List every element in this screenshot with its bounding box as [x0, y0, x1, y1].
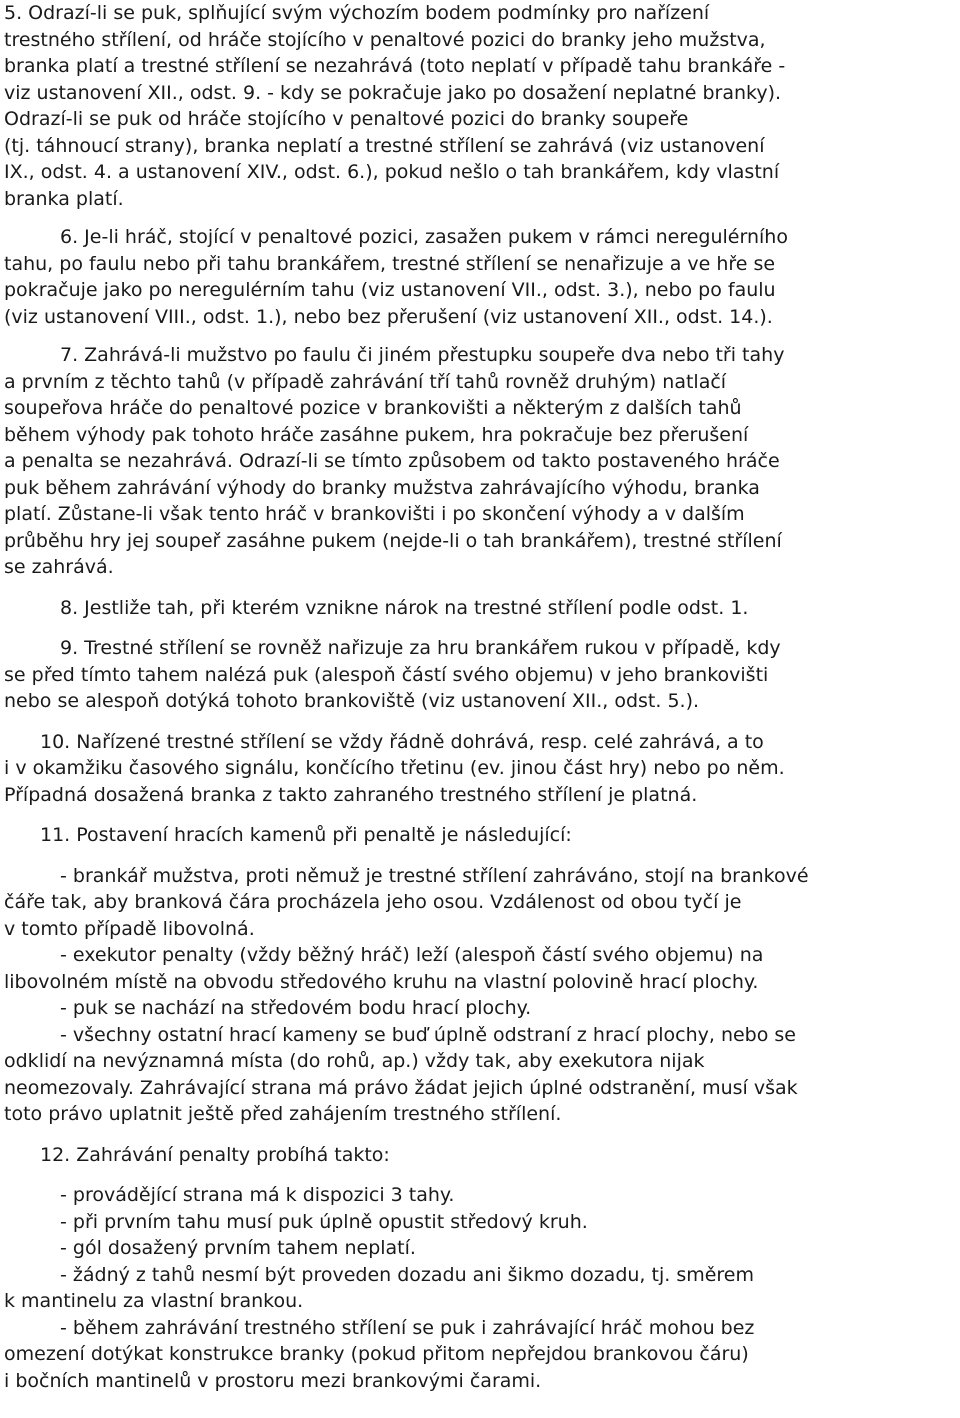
text-line: neomezovaly. Zahrávající strana má právo žádat jejich úplné odstranění, musí však	[4, 1076, 798, 1099]
text-line: branka platí.	[4, 187, 124, 210]
list-item: - provádějící strana má k dispozici 3 tahy.	[60, 1184, 455, 1206]
text-line: (viz ustanovení VIII., odst. 1.), nebo bez přerušení (viz ustanovení XII., odst. 14.).	[4, 305, 773, 328]
text-line: čáře tak, aby branková čára procházela jeho osou. Vzdálenost od obou tyčí je	[4, 891, 742, 913]
text-line: a prvním z těchto tahů (v případě zahrávání tří tahů rovněž druhým) natlačí	[4, 370, 727, 393]
text-line: 10. Nařízené trestné střílení se vždy řádně dohrává, resp. celé zahrává, a to	[40, 730, 764, 753]
text-line: se zahrává.	[4, 556, 114, 578]
text-line: 8. Jestliže tah, při kterém vznikne nárok na trestné střílení podle odst. 1.	[60, 596, 749, 619]
text-line: puk během zahrávání výhody do branky mužstva zahrávajícího výhodu, branka	[4, 476, 760, 499]
list-item: - gól dosažený prvním tahem neplatí.	[60, 1237, 416, 1259]
text-line: platí. Zůstane-li však tento hráč v brankovišti i po skončení výhody a v dalším	[4, 503, 745, 525]
text-line: 11. Postavení hracích kamenů při penaltě je následující:	[40, 824, 572, 846]
text-line: 9. Trestné střílení se rovněž nařizuje za hru brankářem rukou v případě, kdy	[60, 637, 781, 659]
paragraph-10	[4, 729, 960, 809]
text-line: Odrazí-li se puk od hráče stojícího v penaltové pozici do branky soupeře	[4, 108, 689, 130]
text-line: libovolném místě na obvodu středového kruhu na vlastní polovině hrací plochy.	[4, 970, 759, 993]
paragraph-9	[4, 635, 960, 715]
text-line: 7. Zahrává-li mužstvo po faulu či jiném přestupku soupeře dva nebo tři tahy	[60, 344, 785, 366]
text-line: průběhu hry jej soupeř zasáhne pukem (nejde-li o tah brankářem), trestné střílení	[4, 529, 782, 552]
text-line: se před tímto tahem nalézá puk (alespoň částí svého objemu) v jeho brankovišti	[4, 663, 769, 686]
list-item: - při prvním tahu musí puk úplně opustit středový kruh.	[60, 1210, 588, 1233]
text-line: Případná dosažená branka z takto zahraného trestného střílení je platná.	[4, 783, 698, 806]
paragraph-8	[4, 595, 960, 622]
text-line: v tomto případě libovolná.	[4, 917, 255, 940]
text-line: a penalta se nezahrává. Odrazí-li se tímto způsobem od takto postaveného hráče	[4, 450, 780, 472]
paragraph-12	[4, 1142, 960, 1169]
paragraph-11	[4, 822, 960, 849]
list-item: - puk se nachází na středovém bodu hrací plochy.	[60, 997, 532, 1019]
paragraph-11-list	[4, 863, 960, 1128]
list-item: - exekutor penalty (vždy běžný hráč) leží (alespoň částí svého objemu) na	[60, 944, 764, 966]
text-line: pokračuje jako po neregulérním tahu (viz ustanovení VII., odst. 3.), nebo po faulu	[4, 279, 776, 301]
text-line: soupeřova hráče do penaltové pozice v brankovišti a některým z dalších tahů	[4, 397, 742, 419]
paragraph-6	[4, 224, 960, 330]
text-line: (tj. táhnoucí strany), branka neplatí a trestné střílení se zahrává (viz ustanovení	[4, 134, 765, 157]
list-item: - během zahrávání trestného střílení se puk i zahrávající hráč mohou bez	[60, 1316, 755, 1339]
list-item: - všechny ostatní hrací kameny se buď úplně odstraní z hrací plochy, nebo se	[60, 1023, 796, 1046]
text-line: branka platí a trestné střílení se nezahrává (toto neplatí v případě tahu brankáře -	[4, 55, 786, 77]
text-line: toto právo uplatnit ještě před zahájením trestného střílení.	[4, 1103, 562, 1125]
text-line: k mantinelu za vlastní brankou.	[4, 1290, 304, 1312]
text-line: viz ustanovení XII., odst. 9. - kdy se pokračuje jako po dosažení neplatné branky).	[4, 81, 782, 104]
text-line: tahu, po faulu nebo při tahu brankářem, trestné střílení se nenařizuje a ve hře se	[4, 252, 776, 275]
list-item: - žádný z tahů nesmí být proveden dozadu ani šikmo dozadu, tj. směrem	[60, 1263, 755, 1286]
text-line: 5. Odrazí-li se puk, splňující svým výchozím bodem podmínky pro nařízení	[4, 2, 710, 24]
text-line: i bočních mantinelů v prostoru mezi brankovými čarami.	[4, 1369, 542, 1392]
document-page	[4, 0, 960, 1394]
text-line: trestného střílení, od hráče stojícího v penaltové pozici do branky jeho mužstva,	[4, 28, 766, 51]
list-item: - brankář mužstva, proti němuž je trestné střílení zahráváno, stojí na brankové	[60, 864, 809, 887]
paragraph-12-list	[4, 1182, 960, 1394]
paragraph-5	[4, 0, 960, 212]
text-line: během výhody pak tohoto hráče zasáhne pukem, hra pokračuje bez přerušení	[4, 423, 749, 446]
text-line: odklidí na nevýznamná místa (do rohů, ap.) vždy tak, aby exekutora nijak	[4, 1050, 705, 1072]
text-line: omezení dotýkat konstrukce branky (pokud přitom nepřejdou brankovou čáru)	[4, 1343, 749, 1365]
text-line: i v okamžiku časového signálu, končícího třetinu (ev. jinou část hry) nebo po něm.	[4, 757, 785, 779]
text-line: 12. Zahrávání penalty probíhá takto:	[40, 1143, 390, 1166]
text-line: nebo se alespoň dotýká tohoto brankoviště (viz ustanovení XII., odst. 5.).	[4, 690, 700, 712]
paragraph-7	[4, 342, 960, 581]
text-line: IX., odst. 4. a ustanovení XIV., odst. 6.), pokud nešlo o tah brankářem, kdy vlastní	[4, 161, 780, 183]
text-line: 6. Je-li hráč, stojící v penaltové pozici, zasažen pukem v rámci neregulérního	[60, 226, 788, 248]
